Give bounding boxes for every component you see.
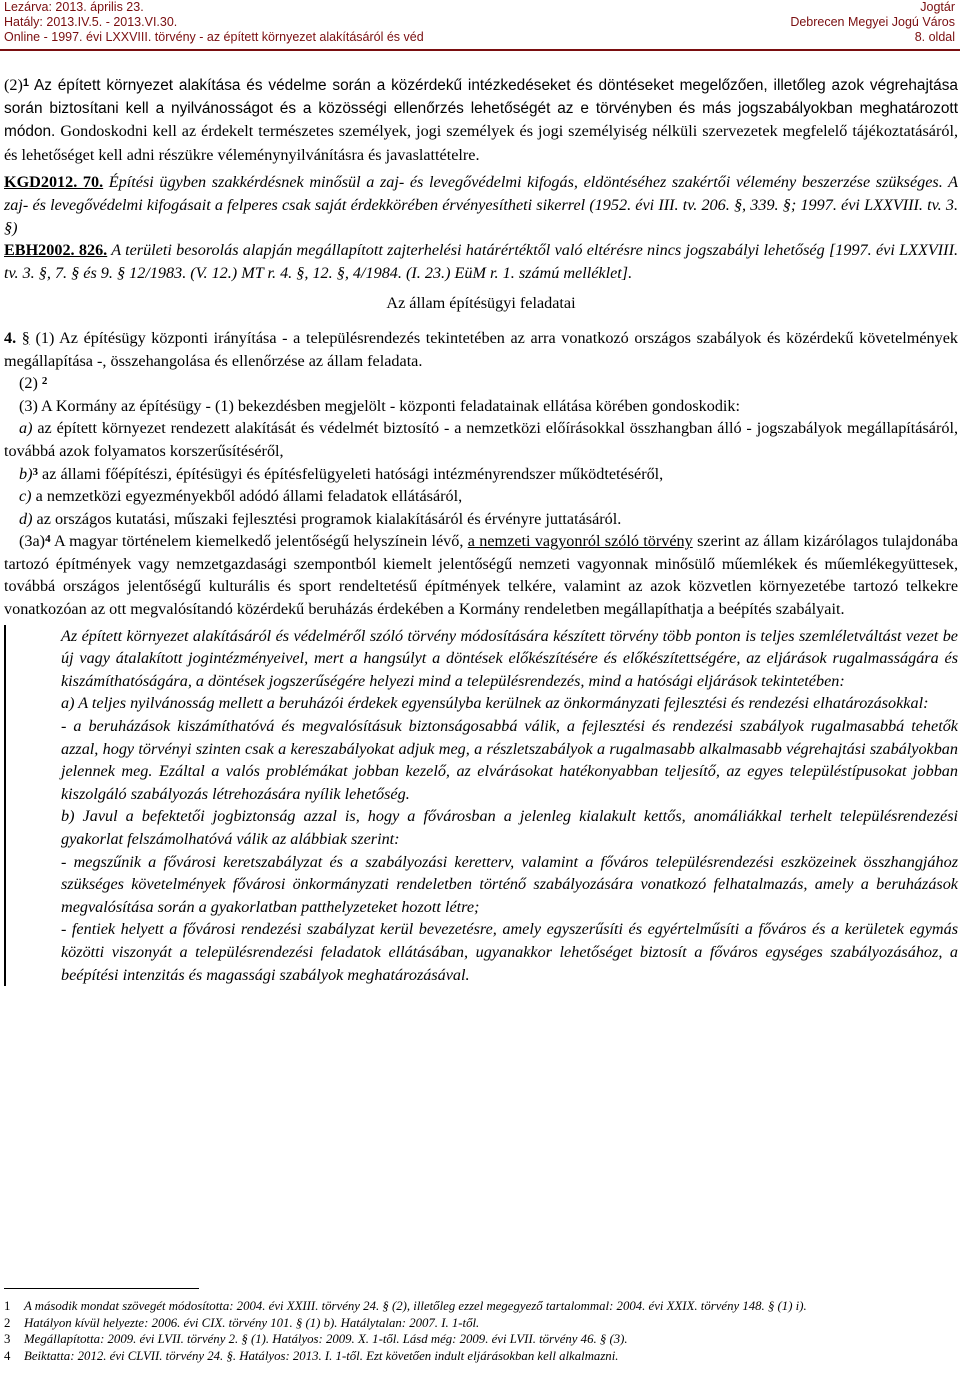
point-b-label: b) (19, 464, 33, 483)
paragraph-2 (4, 74, 958, 167)
ebh-link[interactable]: EBH2002. 826. (4, 241, 108, 260)
point-d-text: az országos kutatási, műszaki fejlesztési programok kialakításáról és érvényre juttatásáról. (32, 509, 622, 528)
section-3a-text-post: szerint az állam kizárólagos tulajdonába tartozó építmények vagy nemzetgazdasági szempontból kiemelt jelentőségű nemzeti vagyonnak minősülő műemlékek és műemlékegyüttesek, továbbá országos jelentőségű kulturális és sport rendeltetésű építmények telkére, valamint az azok közvetlen környezetébe tartozó telkekre vonatkozóan az ott megvalósítandó közérdekű beruházás érdekében a Kormány rendeletben megállapíthatja a beépítés szabályait. (4, 532, 959, 619)
footnote-ref-4[interactable]: 4 (45, 533, 51, 546)
paragraph-sign-link[interactable]: § (21, 328, 30, 347)
section-title: Az állam építésügyi feladatai (386, 294, 576, 313)
paragraph-2-text: Gondoskodni kell az érdekelt természetes személyek, jogi személyek és jogi személyiség nélküli szervezetek megfelelő tájékoztatásáról, és lehetőséget kell adni részükre véleménynyilvánításra és javaslattételre. (4, 122, 958, 164)
section-number: 4. (4, 328, 17, 347)
footnote-number: 2 (4, 1315, 11, 1330)
header-left (4, 0, 424, 45)
commentary-content (6, 625, 958, 987)
point-d (4, 508, 958, 531)
paragraph-2-commented-text: Az épített környezet alakítása és védelme során a közérdekű intézkedéseket és döntéseket megelőzően, illetőleg azok végrehajtása során biztosítani kell a nyilvánosságot és a közösségi ellenőrzés lehetőségét az e törvényben és más jogszabályokban meghatározott módon. (4, 77, 958, 141)
commentary-intro: Az épített környezet alakításáról és védelméről szóló törvény módosítására készített törvény több ponton is teljes szemléletváltást vezet be új vagy átalakított jogintézményeivel, mert a hangsúlyt a döntések előkészítésére és előkészítettségére, az eljárások rugalmasságára és kiszámíthatóságára, a döntések jogszerűségére helyezi mind a településrendezés, mind a hatósági eljárások tekintetében: (61, 626, 958, 690)
footnote-number: 1 (4, 1299, 11, 1313)
footnote-2 (4, 1315, 958, 1332)
paragraph-number: (2) (4, 76, 23, 94)
footnote-3 (4, 1331, 958, 1348)
footnote-text: Hatályon kívül helyezte: 2006. évi CIX. törvény 101. § (1) b). Hatálytalan: 2007. I. 1-től. (24, 1315, 480, 1330)
page-number: 8. oldal (914, 30, 955, 44)
footnote-ref-1[interactable]: 1 (22, 77, 29, 89)
commentary-point-b: b) Javul a befektetői jogbiztonság azzal is, hogy a fővárosban a jelenleg kialakult kettős, anomáliákkal terhelt településrendezési gyakorlat felszámolhatóvá válik az alábbiak szerint: (61, 807, 958, 848)
footnote-number: 4 (4, 1348, 11, 1363)
section-4-3a (4, 530, 958, 620)
footnote-1 (4, 1298, 958, 1315)
section-3a-text-pre: A magyar történelem kiemelkedő jelentőségű helyszínein lévő, (50, 532, 468, 551)
section-4-1 (4, 327, 958, 372)
account-name: Debrecen Megyei Jogú Város (790, 15, 955, 29)
section-3a-label: (3a) (19, 532, 46, 551)
point-a (4, 417, 958, 462)
kgd-link[interactable]: KGD2012. 70. (4, 173, 104, 192)
closed-date: Lezárva: 2013. április 23. (4, 0, 144, 14)
footnote-ref-2[interactable]: 2 (41, 375, 48, 388)
document-body (4, 74, 958, 986)
footnote-4 (4, 1348, 958, 1365)
point-b (4, 463, 958, 486)
page-header (0, 0, 960, 47)
footnotes (4, 1298, 958, 1364)
footnote-text: A második mondat szövegét módosította: 2004. évi XXIII. törvény 24. § (2), illetőleg ezzel megegyező tartalommal: 2004. évi XXIX. törvény 148. § (1) i). (24, 1299, 807, 1313)
commentary-block (4, 625, 958, 987)
point-a-label: a) (19, 419, 33, 438)
footnote-text: Beiktatta: 2012. évi CLVII. törvény 24. §. Hatályos: 2013. I. 1-től. Ezt követően indult eljárásokban kell alkalmazni. (24, 1348, 619, 1363)
section-4-3: (3) A Kormány az építésügy - (1) bekezdésben megjelölt - központi feladatainak ellátása körében gondoskodik: (19, 396, 741, 415)
header-right (790, 0, 955, 45)
header-divider (0, 49, 960, 51)
kgd-text: Építési ügyben szakkérdésnek minősül a zaj- és levegővédelmi kifogás, eldöntéséhez szakértői vélemény beszerzése szükséges. A zaj- és levegővédelmi kifogásait a felperes csak saját érdekkörében érvényesítheti sikerrel (1952. évi III. tv. 206. §, 339. §; 1997. évi LXXVIII. tv. 3. §) (4, 173, 958, 237)
ebh-text: A területi besorolás alapján megállapított zajterhelési határértéktől való eltérésre nincs jogszabályi lehetőség [1997. évi LXXVIII. tv. 3. §, 7. § és 9. § 12/1983. (V. 12.) MT r. 4. §, 12. §, 4/1984. (I. 23.) EüM r. 1. számú melléklet]. (4, 241, 959, 282)
point-c-label: c) (19, 487, 32, 506)
effective-date: Hatály: 2013.IV.5. - 2013.VI.30. (4, 15, 178, 29)
footnote-number: 3 (4, 1332, 11, 1346)
section-4-1-text: (1) Az építésügy központi irányítása - a településrendezés tekintetében az arra vonatkozó országos szabályok és közérdekű követelmények megállapítása -, összehangolása és ellenőrzése az állam feladata. (4, 328, 959, 370)
footnote-ref-3[interactable]: 3 (32, 465, 38, 478)
point-b-text: az állami főépítészi, építésügyi és építésfelügyeleti hatósági intézményrendszer működtetéséről, (37, 464, 664, 483)
point-a-text: az épített környezet rendezett alakítását és védelmét biztosító - a nemzetközi előírásokkal összhangban álló - jogszabályok megállapításáról, továbbá azok folyamatos korszerűsítéséről, (4, 419, 958, 460)
commentary-point-a-1: - a beruházások kiszámíthatóvá és megvalósításuk biztonságosabbá válik, a fejlesztési és rendezési szabályok rugalmasabbá tehetők azzal, hogy törvényi szinten csak a kereszabályokat adjuk meg, a részletszabályok a rugalmasabb alkalmasabb végrehajtási szabályokban jelennek meg. Ezáltal a valós problémákat jobban kezelő, az elvárásokat hatékonyabban teljesítő, az egyes településtípusokat jobban kiszolgáló szabályozás létrehozására nyílik lehetőség. (61, 717, 958, 803)
brand-name: Jogtár (920, 0, 955, 14)
footnote-text: Megállapította: 2009. évi LVII. törvény 2. § (1). Hatályos: 2009. X. 1-től. Lásd még: 2009. évi LVII. törvény 46. § (3). (24, 1332, 628, 1346)
court-decision-kgd (4, 171, 958, 239)
commentary-point-b-2: - fentiek helyett a fővárosi rendezési szabályzat kerül bevezetésre, amely egyszerűsíti és egyértelműsíti a főváros és a kerületek egymás közötti viszonyát a településrendezési feladatok ellátásában, ugyanakkor lehetőséget biztosít a főváros egységes szabályozásához, a beépítési intenzitás és magassági szabályok meghatározásával. (61, 920, 958, 984)
section-4-2 (4, 372, 958, 395)
national-property-law-link[interactable]: a nemzeti vagyonról szóló törvény (467, 532, 693, 551)
court-decision-ebh (4, 239, 958, 284)
point-d-label: d) (19, 509, 33, 528)
footnote-divider (4, 1288, 199, 1289)
point-c (4, 485, 958, 508)
section-4-2-label: (2) (19, 374, 38, 393)
document-source: Online - 1997. évi LXXVIII. törvény - az épített környezet alakításáról és véd (4, 30, 424, 44)
commentary-point-a: a) A teljes nyilvánosság mellett a beruházói érdekek egyensúlyba kerülnek az önkormányzati fejlesztési és rendezési elhatározásokkal: (61, 694, 929, 713)
commentary-point-b-1: - megszűnik a fővárosi keretszabályzat és a szabályozási keretterv, valamint a főváros településrendezési eszközeinek összhangjához szükséges követelmények fővárosi önkormányzati rendeletben történő szabályozására vonatkozó felhatalmazás, amely a beruházások megvalósítása során a gyakorlatban patthelyzeteket hozott létre; (61, 852, 958, 916)
point-c-text: a nemzetközi egyezményekből adódó állami feladatok ellátásáról, (31, 487, 463, 506)
